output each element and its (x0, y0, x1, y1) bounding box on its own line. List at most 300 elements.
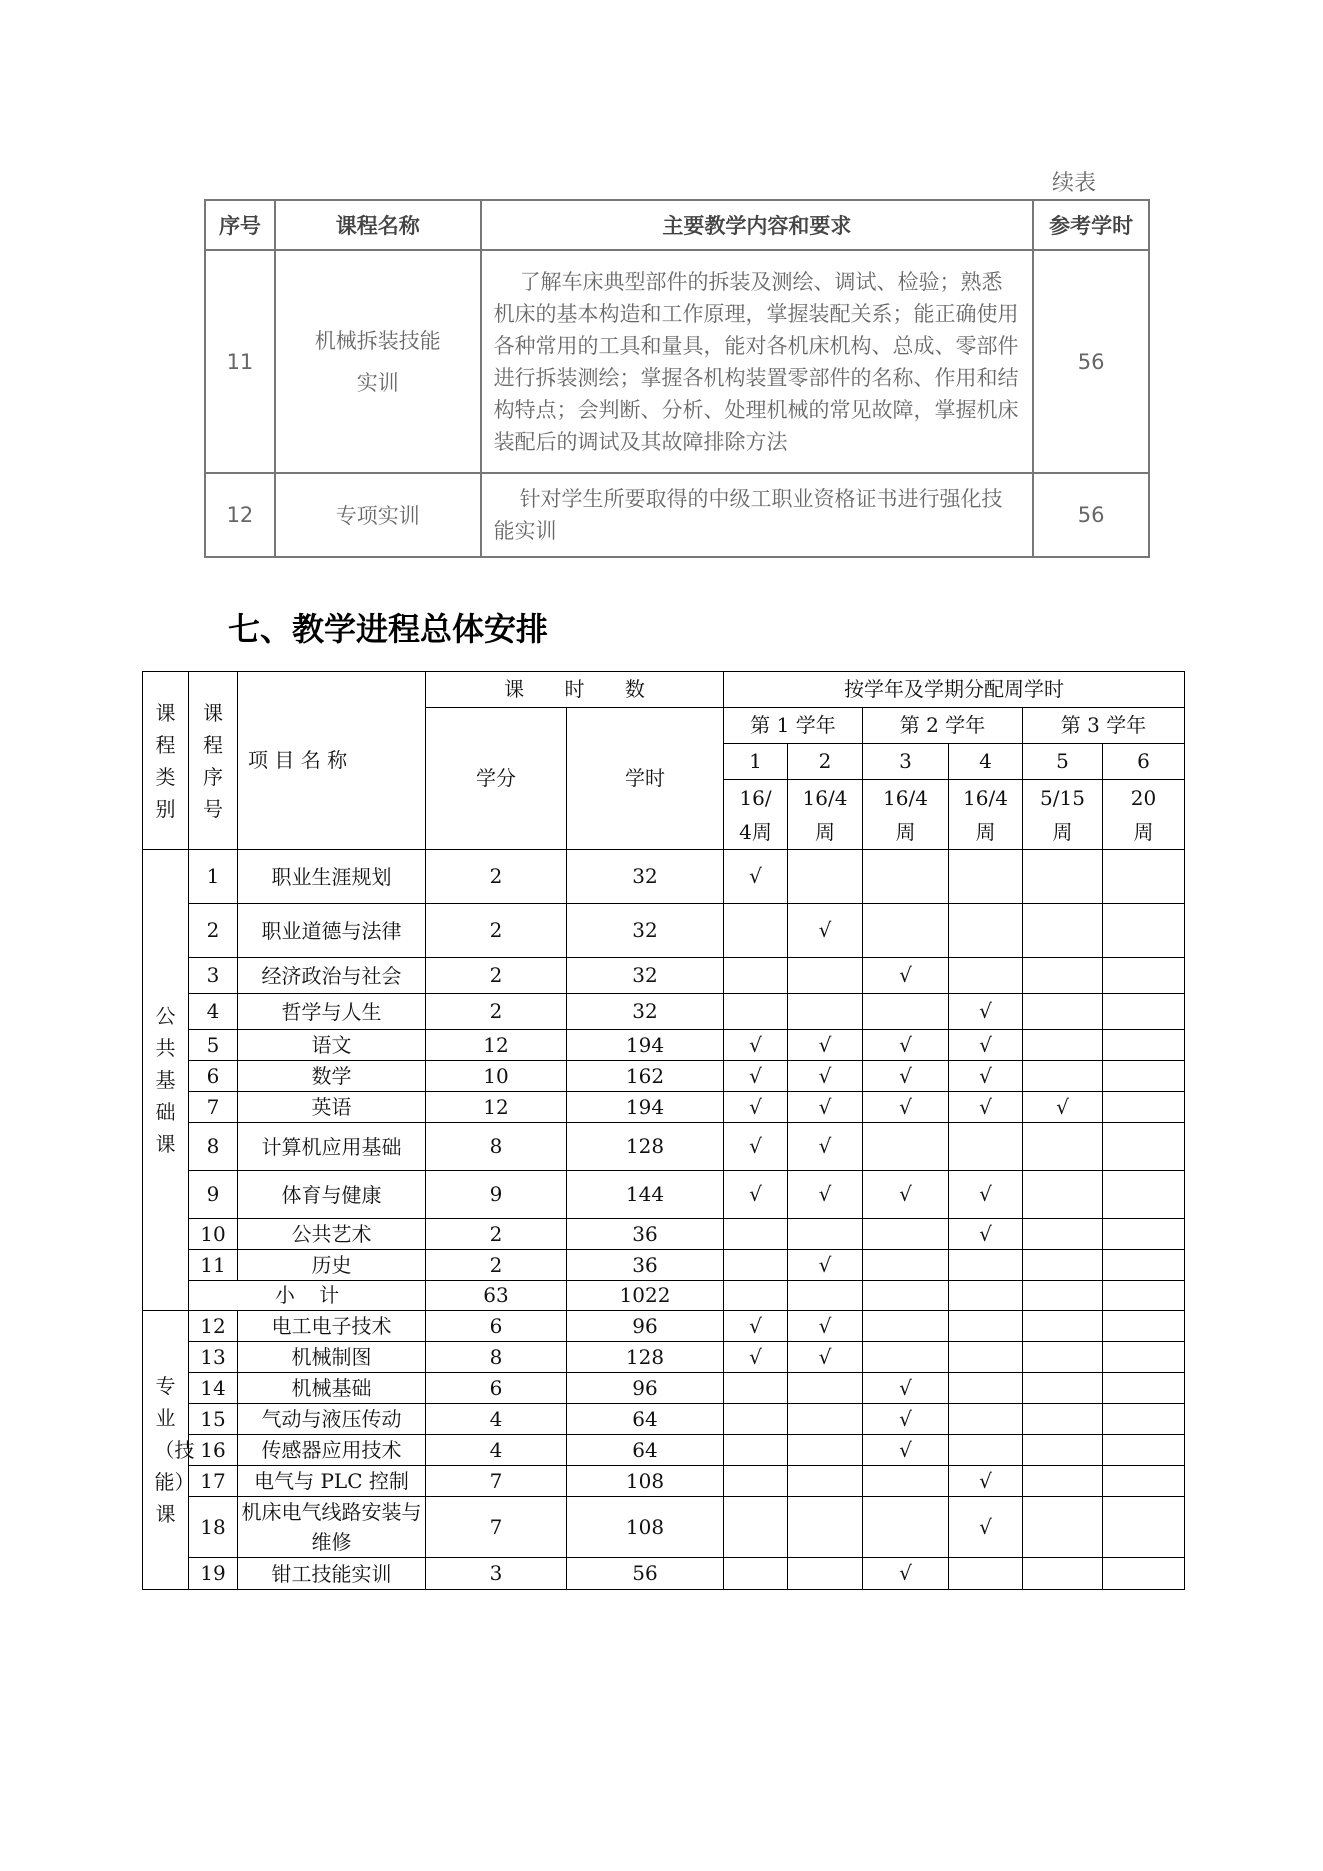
course-seq: 13 (189, 1342, 238, 1373)
course-hours: 162 (567, 1061, 724, 1092)
term-6-cell (1103, 1373, 1185, 1404)
term-2-cell (788, 1219, 863, 1250)
row-no: 12 (205, 473, 275, 557)
term-3-cell (863, 904, 949, 958)
course-hours: 32 (567, 958, 724, 994)
term-6-cell (1103, 1250, 1185, 1281)
row-content (481, 250, 1034, 473)
term-5-cell (1023, 1123, 1103, 1171)
table-row (143, 1373, 1185, 1404)
term-4-cell (949, 1342, 1023, 1373)
term-6-cell (1103, 1123, 1185, 1171)
course-hours: 32 (567, 994, 724, 1030)
course-seq: 9 (189, 1171, 238, 1219)
check-mark-icon: √ (979, 1094, 992, 1119)
check-mark-icon: √ (979, 999, 992, 1023)
term-3-cell (863, 1342, 949, 1373)
term-5-cell (1023, 1219, 1103, 1250)
term-4-cell (949, 1311, 1023, 1342)
row-no: 11 (205, 250, 275, 473)
row-content-text: 针对学生所要取得的中级工职业资格证书进行强化技能实训 (493, 487, 1003, 543)
term-1-cell (724, 1250, 788, 1281)
check-mark-icon: √ (749, 1313, 762, 1338)
term-5-cell (1023, 994, 1103, 1030)
course-seq: 12 (189, 1311, 238, 1342)
course-seq: 11 (189, 1250, 238, 1281)
header-weeks-5 (1023, 780, 1103, 850)
course-hours: 64 (567, 1435, 724, 1466)
course-seq: 3 (189, 958, 238, 994)
term-3-cell (863, 994, 949, 1030)
term-1-cell (724, 1123, 788, 1171)
table-row (143, 1123, 1185, 1171)
header-weeks-1 (724, 780, 788, 850)
category-name: 公共基础课 (155, 1004, 176, 1156)
header-term-1: 1 (724, 744, 788, 780)
term-3-cell (863, 1373, 949, 1404)
course-credits: 2 (426, 1250, 567, 1281)
term-4-cell (949, 1061, 1023, 1092)
col-header-ref-hours: 参考学时 (1033, 200, 1149, 250)
course-name: 机械基础 (238, 1373, 426, 1404)
term-5-cell (1023, 1466, 1103, 1497)
check-mark-icon: √ (899, 1063, 912, 1088)
check-mark-icon: √ (749, 864, 762, 888)
term-1-cell (724, 1311, 788, 1342)
header-weeks-3 (863, 780, 949, 850)
course-credits: 10 (426, 1061, 567, 1092)
subtotal-hours: 1022 (567, 1281, 724, 1311)
term-6-cell (1103, 1435, 1185, 1466)
term-5-cell (1023, 1250, 1103, 1281)
course-name: 职业生涯规划 (238, 850, 426, 904)
term-5-cell (1023, 1030, 1103, 1061)
course-name: 职业道德与法律 (238, 904, 426, 958)
course-credits: 4 (426, 1435, 567, 1466)
table-row (143, 958, 1185, 994)
check-mark-icon: √ (818, 1032, 832, 1057)
term-5-cell (1023, 1342, 1103, 1373)
course-name: 语文 (238, 1030, 426, 1061)
term-6-cell (1103, 1092, 1185, 1123)
table-row (143, 1558, 1185, 1590)
table-row (143, 1435, 1185, 1466)
check-mark-icon: √ (749, 1032, 762, 1057)
header-weeks-4 (949, 780, 1023, 850)
course-seq: 14 (189, 1373, 238, 1404)
section-heading: 七、教学进程总体安排 (228, 610, 549, 648)
term-4-cell (949, 1558, 1023, 1590)
check-mark-icon: √ (749, 1344, 762, 1369)
term-3-cell (863, 1061, 949, 1092)
course-seq: 16 (189, 1435, 238, 1466)
header-hours: 学时 (567, 708, 724, 850)
course-hours: 36 (567, 1250, 724, 1281)
term-5-cell (1023, 1558, 1103, 1590)
term-6-cell (1103, 1497, 1185, 1558)
course-name: 经济政治与社会 (238, 958, 426, 994)
term-1-cell (724, 1219, 788, 1250)
check-mark-icon: √ (899, 1032, 912, 1057)
check-mark-icon: √ (979, 1032, 992, 1057)
check-mark-icon: √ (749, 1094, 762, 1119)
table-row (143, 1311, 1185, 1342)
check-mark-icon: √ (979, 1221, 992, 1246)
check-mark-icon: √ (899, 1094, 912, 1119)
header-term-5: 5 (1023, 744, 1103, 780)
category-cell (143, 1311, 195, 1590)
subtotal-label: 小 计 (189, 1281, 426, 1311)
term-1-cell (724, 1435, 788, 1466)
course-name: 历史 (238, 1250, 426, 1281)
term-3-cell (863, 850, 949, 904)
term-5-cell (1023, 904, 1103, 958)
term-1-cell (724, 1404, 788, 1435)
check-mark-icon: √ (749, 1134, 762, 1158)
header-seq-text: 课程序号 (203, 700, 223, 821)
course-hours: 128 (567, 1342, 724, 1373)
term-1-cell (724, 1558, 788, 1590)
course-seq: 15 (189, 1404, 238, 1435)
term-4-cell (949, 1092, 1023, 1123)
term-5-cell (1023, 1435, 1103, 1466)
term-3-cell (863, 958, 949, 994)
table-row (143, 1497, 1185, 1558)
term-2-cell (788, 1373, 863, 1404)
col-header-course-name: 课程名称 (275, 200, 481, 250)
check-mark-icon: √ (749, 1182, 762, 1206)
continued-label: 续表 (1052, 171, 1097, 196)
table-row (143, 1250, 1185, 1281)
term-6-cell (1103, 1466, 1185, 1497)
term-5-cell (1023, 1171, 1103, 1219)
course-credits: 8 (426, 1123, 567, 1171)
term-1-cell (724, 1497, 788, 1558)
row-course-name: 机械拆装技能实训 (275, 250, 481, 473)
term-5-cell (1023, 1061, 1103, 1092)
term-6-cell (1103, 1404, 1185, 1435)
term-2-cell (788, 1171, 863, 1219)
check-mark-icon: √ (818, 1094, 832, 1119)
header-credits: 学分 (426, 708, 567, 850)
term-5-cell (1023, 1281, 1103, 1311)
term-3-cell (863, 1030, 949, 1061)
term-3-cell (863, 1435, 949, 1466)
term-6-cell (1103, 850, 1185, 904)
term-2-cell (788, 904, 863, 958)
term-6-cell (1103, 1281, 1185, 1311)
header-year-2: 第 2 学年 (863, 708, 1023, 744)
check-mark-icon: √ (899, 1437, 912, 1462)
table-row (143, 850, 1185, 904)
course-name: 数学 (238, 1061, 426, 1092)
term-2-cell (788, 1030, 863, 1061)
term-6-cell (1103, 1311, 1185, 1342)
term-6-cell (1103, 958, 1185, 994)
term-1-cell (724, 1373, 788, 1404)
term-3-cell (863, 1250, 949, 1281)
course-name: 电气与 PLC 控制 (238, 1466, 426, 1497)
term-4-cell (949, 1466, 1023, 1497)
term-4-cell (949, 1171, 1023, 1219)
term-6-cell (1103, 1558, 1185, 1590)
continued-header-row (205, 200, 1149, 250)
header-weeks-6 (1103, 780, 1185, 850)
term-3-cell (863, 1311, 949, 1342)
term-6-cell (1103, 994, 1185, 1030)
course-credits: 12 (426, 1092, 567, 1123)
header-year-3: 第 3 学年 (1023, 708, 1185, 744)
check-mark-icon: √ (979, 1063, 992, 1088)
course-name: 公共艺术 (238, 1219, 426, 1250)
term-4-cell (949, 1497, 1023, 1558)
course-credits: 3 (426, 1558, 567, 1590)
term-4-cell (949, 1250, 1023, 1281)
course-name: 计算机应用基础 (238, 1123, 426, 1171)
course-seq: 19 (189, 1558, 238, 1590)
term-4-cell (949, 1219, 1023, 1250)
term-4-cell (949, 1373, 1023, 1404)
header-weeks-2 (788, 780, 863, 850)
course-hours: 32 (567, 850, 724, 904)
course-seq: 17 (189, 1466, 238, 1497)
course-name: 体育与健康 (238, 1171, 426, 1219)
term-4-cell (949, 958, 1023, 994)
table-row (143, 1061, 1185, 1092)
row-content-text: 了解车床典型部件的拆装及测绘、调试、检验；熟悉机床的基本构造和工作原理，掌握装配关系；能正确使用各种常用的工具和量具，能对各机床机构、总成、零部件进行拆装测绘；掌握各机构装置零部件的名称、作用和结构特点；会判断、分析、处理机械的常见故障，掌握机床装配后的调试及其故障排除方法 (493, 269, 1019, 454)
course-hours: 32 (567, 904, 724, 958)
term-1-cell (724, 1092, 788, 1123)
term-5-cell (1023, 1092, 1103, 1123)
continued-course-table (204, 199, 1150, 558)
term-4-cell (949, 1281, 1023, 1311)
row-hours: 56 (1033, 250, 1149, 473)
course-hours: 108 (567, 1466, 724, 1497)
course-seq: 1 (189, 850, 238, 904)
header-category (143, 672, 189, 850)
course-hours: 194 (567, 1030, 724, 1061)
term-1-cell (724, 904, 788, 958)
term-2-cell (788, 1497, 863, 1558)
course-credits: 7 (426, 1497, 567, 1558)
col-header-content: 主要教学内容和要求 (481, 200, 1034, 250)
check-mark-icon: √ (899, 1182, 912, 1206)
table-row (143, 1030, 1185, 1061)
teaching-schedule-table (142, 671, 1185, 1590)
course-credits: 2 (426, 958, 567, 994)
term-3-cell (863, 1123, 949, 1171)
check-mark-icon: √ (899, 1406, 912, 1431)
term-3-cell (863, 1171, 949, 1219)
term-1-cell (724, 1342, 788, 1373)
term-2-cell (788, 1311, 863, 1342)
subtotal-credits: 63 (426, 1281, 567, 1311)
term-3-cell (863, 1281, 949, 1311)
term-2-cell (788, 1435, 863, 1466)
term-3-cell (863, 1219, 949, 1250)
table-row (143, 1092, 1185, 1123)
header-weeks-6-text: 20周 (1130, 785, 1157, 844)
header-weeks-1-text: 16/4周 (739, 785, 772, 844)
header-year-1: 第 1 学年 (724, 708, 863, 744)
check-mark-icon: √ (899, 1375, 912, 1400)
term-2-cell (788, 1466, 863, 1497)
term-1-cell (724, 1281, 788, 1311)
term-1-cell (724, 1171, 788, 1219)
course-name: 钳工技能实训 (238, 1558, 426, 1590)
course-credits: 6 (426, 1373, 567, 1404)
term-3-cell (863, 1404, 949, 1435)
check-mark-icon: √ (818, 1313, 832, 1338)
course-name: 英语 (238, 1092, 426, 1123)
term-5-cell (1023, 1373, 1103, 1404)
row-course-name: 专项实训 (275, 473, 481, 557)
term-5-cell (1023, 958, 1103, 994)
table-row (143, 1219, 1185, 1250)
term-1-cell (724, 850, 788, 904)
header-hours-group: 课 时 数 (426, 672, 724, 708)
check-mark-icon: √ (818, 1134, 832, 1158)
course-name: 机床电气线路安装与维修 (238, 1497, 426, 1558)
term-6-cell (1103, 1171, 1185, 1219)
subtotal-row (143, 1281, 1185, 1311)
course-seq: 10 (189, 1219, 238, 1250)
course-hours: 36 (567, 1219, 724, 1250)
table-row (143, 1466, 1185, 1497)
course-hours: 56 (567, 1558, 724, 1590)
course-seq: 6 (189, 1061, 238, 1092)
check-mark-icon: √ (818, 1344, 832, 1369)
term-1-cell (724, 1061, 788, 1092)
term-2-cell (788, 1342, 863, 1373)
term-4-cell (949, 1030, 1023, 1061)
course-seq: 7 (189, 1092, 238, 1123)
check-mark-icon: √ (1056, 1094, 1069, 1119)
course-credits: 7 (426, 1466, 567, 1497)
term-6-cell (1103, 1342, 1185, 1373)
term-4-cell (949, 1123, 1023, 1171)
header-weeks-3-text: 16/4周 (883, 785, 928, 844)
check-mark-icon: √ (749, 1063, 762, 1088)
col-header-no: 序号 (205, 200, 275, 250)
course-name: 哲学与人生 (238, 994, 426, 1030)
course-hours: 194 (567, 1092, 724, 1123)
table-row (143, 1404, 1185, 1435)
term-2-cell (788, 1404, 863, 1435)
term-2-cell (788, 1092, 863, 1123)
term-4-cell (949, 850, 1023, 904)
course-hours: 64 (567, 1404, 724, 1435)
table-row (205, 250, 1149, 473)
course-credits: 2 (426, 994, 567, 1030)
table-row (143, 1171, 1185, 1219)
term-3-cell (863, 1558, 949, 1590)
term-2-cell (788, 1558, 863, 1590)
course-credits: 9 (426, 1171, 567, 1219)
header-term-6: 6 (1103, 744, 1185, 780)
header-item-name: 项 目 名 称 (238, 672, 426, 850)
term-5-cell (1023, 850, 1103, 904)
table-row (143, 1342, 1185, 1373)
check-mark-icon: √ (979, 1182, 992, 1206)
term-5-cell (1023, 1404, 1103, 1435)
course-seq: 5 (189, 1030, 238, 1061)
check-mark-icon: √ (899, 963, 912, 987)
course-hours: 128 (567, 1123, 724, 1171)
check-mark-icon: √ (979, 1514, 992, 1539)
category-cell (143, 850, 189, 1311)
term-1-cell (724, 994, 788, 1030)
check-mark-icon: √ (818, 1252, 832, 1277)
term-1-cell (724, 958, 788, 994)
course-name: 电工电子技术 (238, 1311, 426, 1342)
term-3-cell (863, 1092, 949, 1123)
header-term-3: 3 (863, 744, 949, 780)
table-row (143, 994, 1185, 1030)
term-6-cell (1103, 1219, 1185, 1250)
course-name: 机械制图 (238, 1342, 426, 1373)
term-6-cell (1103, 904, 1185, 958)
term-6-cell (1103, 1030, 1185, 1061)
row-content (481, 473, 1034, 557)
course-credits: 2 (426, 1219, 567, 1250)
term-4-cell (949, 994, 1023, 1030)
term-3-cell (863, 1466, 949, 1497)
course-name: 传感器应用技术 (238, 1435, 426, 1466)
check-mark-icon: √ (818, 1182, 832, 1206)
term-6-cell (1103, 1061, 1185, 1092)
header-weeks-5-text: 5/15周 (1040, 785, 1085, 844)
term-5-cell (1023, 1311, 1103, 1342)
course-seq: 8 (189, 1123, 238, 1171)
term-2-cell (788, 1250, 863, 1281)
term-1-cell (724, 1030, 788, 1061)
course-seq: 2 (189, 904, 238, 958)
term-2-cell (788, 850, 863, 904)
header-term-4: 4 (949, 744, 1023, 780)
header-distribution: 按学年及学期分配周学时 (724, 672, 1185, 708)
term-4-cell (949, 1435, 1023, 1466)
term-5-cell (1023, 1497, 1103, 1558)
header-category-text: 课程类别 (155, 700, 176, 821)
course-credits: 2 (426, 850, 567, 904)
category-name: 专业（技能）课 (154, 1374, 195, 1526)
term-4-cell (949, 1404, 1023, 1435)
check-mark-icon: √ (818, 918, 832, 942)
course-seq: 4 (189, 994, 238, 1030)
term-2-cell (788, 994, 863, 1030)
header-seq (189, 672, 238, 850)
course-seq: 18 (189, 1497, 238, 1558)
header-row-1 (143, 672, 1185, 708)
term-2-cell (788, 1281, 863, 1311)
check-mark-icon: √ (899, 1561, 912, 1585)
course-hours: 96 (567, 1311, 724, 1342)
course-credits: 4 (426, 1404, 567, 1435)
check-mark-icon: √ (818, 1063, 832, 1088)
course-name: 气动与液压传动 (238, 1404, 426, 1435)
header-weeks-4-text: 16/4周 (963, 785, 1008, 844)
header-weeks-2-text: 16/4周 (802, 785, 848, 844)
row-hours: 56 (1033, 473, 1149, 557)
term-2-cell (788, 1061, 863, 1092)
schedule-body (143, 850, 1185, 1590)
table-row (143, 904, 1185, 958)
term-2-cell (788, 958, 863, 994)
course-hours: 96 (567, 1373, 724, 1404)
term-1-cell (724, 1466, 788, 1497)
course-credits: 6 (426, 1311, 567, 1342)
